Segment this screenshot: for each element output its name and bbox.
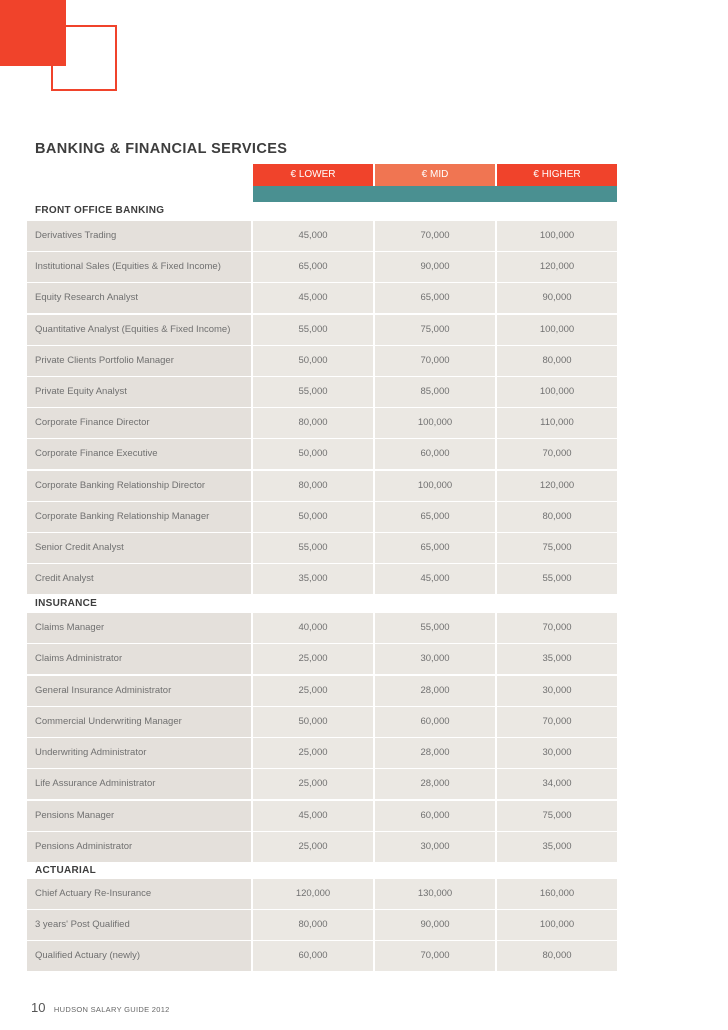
table-row xyxy=(27,377,617,407)
guide-name: HUDSON SALARY GUIDE 2012 xyxy=(53,1005,170,1014)
job-title: Commercial Underwriting Manager xyxy=(27,707,251,737)
lower-salary: 50,000 xyxy=(253,707,373,737)
lower-salary: 45,000 xyxy=(253,221,373,251)
higher-salary: 80,000 xyxy=(497,941,617,971)
table-row xyxy=(27,832,617,862)
higher-salary: 70,000 xyxy=(497,707,617,737)
mid-salary: 65,000 xyxy=(375,502,495,532)
higher-salary: 110,000 xyxy=(497,408,617,438)
mid-salary: 100,000 xyxy=(375,408,495,438)
job-title: Life Assurance Administrator xyxy=(27,769,251,799)
lower-salary: 25,000 xyxy=(253,832,373,862)
mid-salary: 90,000 xyxy=(375,910,495,940)
mid-salary: 90,000 xyxy=(375,252,495,282)
column-header-mid: € MID xyxy=(375,164,495,186)
lower-salary: 40,000 xyxy=(253,613,373,643)
lower-salary: 50,000 xyxy=(253,439,373,469)
mid-salary: 65,000 xyxy=(375,283,495,313)
mid-salary: 60,000 xyxy=(375,439,495,469)
table-row xyxy=(27,644,617,674)
higher-salary: 35,000 xyxy=(497,832,617,862)
higher-salary: 100,000 xyxy=(497,910,617,940)
higher-salary: 30,000 xyxy=(497,676,617,706)
job-title: General Insurance Administrator xyxy=(27,676,251,706)
job-title: Credit Analyst xyxy=(27,564,251,594)
lower-salary: 35,000 xyxy=(253,564,373,594)
higher-salary: 55,000 xyxy=(497,564,617,594)
higher-salary: 35,000 xyxy=(497,644,617,674)
higher-salary: 30,000 xyxy=(497,738,617,768)
higher-salary: 100,000 xyxy=(497,377,617,407)
table-row xyxy=(27,471,617,501)
lower-salary: 55,000 xyxy=(253,377,373,407)
higher-salary: 100,000 xyxy=(497,315,617,345)
higher-salary: 120,000 xyxy=(497,471,617,501)
job-title: Institutional Sales (Equities & Fixed Income) xyxy=(27,252,251,282)
lower-salary: 25,000 xyxy=(253,738,373,768)
mid-salary: 60,000 xyxy=(375,801,495,831)
category-heading: INSURANCE xyxy=(35,598,98,609)
table-row xyxy=(27,801,617,831)
table-row xyxy=(27,283,617,313)
lower-salary: 25,000 xyxy=(253,676,373,706)
lower-salary: 120,000 xyxy=(253,879,373,909)
higher-salary: 100,000 xyxy=(497,221,617,251)
job-title: Private Equity Analyst xyxy=(27,377,251,407)
job-title: Pensions Administrator xyxy=(27,832,251,862)
mid-salary: 70,000 xyxy=(375,346,495,376)
higher-salary: 120,000 xyxy=(497,252,617,282)
job-title: Senior Credit Analyst xyxy=(27,533,251,563)
higher-salary: 80,000 xyxy=(497,346,617,376)
higher-salary: 75,000 xyxy=(497,533,617,563)
job-title: Private Clients Portfolio Manager xyxy=(27,346,251,376)
mid-salary: 70,000 xyxy=(375,221,495,251)
mid-salary: 45,000 xyxy=(375,564,495,594)
table-row xyxy=(27,707,617,737)
page-footer xyxy=(31,999,170,1017)
section-title: BANKING & FINANCIAL SERVICES xyxy=(35,141,288,157)
lower-salary: 45,000 xyxy=(253,801,373,831)
job-title: Corporate Finance Executive xyxy=(27,439,251,469)
table-row xyxy=(27,408,617,438)
mid-salary: 28,000 xyxy=(375,676,495,706)
higher-salary: 70,000 xyxy=(497,439,617,469)
job-title: Underwriting Administrator xyxy=(27,738,251,768)
job-title: Qualified Actuary (newly) xyxy=(27,941,251,971)
higher-salary: 160,000 xyxy=(497,879,617,909)
table-row xyxy=(27,221,617,251)
lower-salary: 50,000 xyxy=(253,502,373,532)
mid-salary: 70,000 xyxy=(375,941,495,971)
mid-salary: 75,000 xyxy=(375,315,495,345)
lower-salary: 65,000 xyxy=(253,252,373,282)
table-row xyxy=(27,613,617,643)
category-heading: FRONT OFFICE BANKING xyxy=(35,205,165,216)
page-number: 10 xyxy=(31,1000,46,1015)
lower-salary: 80,000 xyxy=(253,408,373,438)
mid-salary: 30,000 xyxy=(375,644,495,674)
lower-salary: 55,000 xyxy=(253,533,373,563)
mid-salary: 55,000 xyxy=(375,613,495,643)
table-row xyxy=(27,879,617,909)
table-row xyxy=(27,252,617,282)
table-row xyxy=(27,315,617,345)
job-title: Quantitative Analyst (Equities & Fixed Income) xyxy=(27,315,251,345)
column-header-higher: € HIGHER xyxy=(497,164,617,186)
lower-salary: 45,000 xyxy=(253,283,373,313)
category-heading: ACTUARIAL xyxy=(35,865,97,876)
table-row xyxy=(27,738,617,768)
job-title: Corporate Banking Relationship Director xyxy=(27,471,251,501)
higher-salary: 70,000 xyxy=(497,613,617,643)
mid-salary: 85,000 xyxy=(375,377,495,407)
column-header-lower: € LOWER xyxy=(253,164,373,186)
mid-salary: 60,000 xyxy=(375,707,495,737)
table-row xyxy=(27,769,617,799)
job-title: Corporate Finance Director xyxy=(27,408,251,438)
job-title: Chief Actuary Re-Insurance xyxy=(27,879,251,909)
lower-salary: 80,000 xyxy=(253,471,373,501)
table-row xyxy=(27,533,617,563)
table-row xyxy=(27,346,617,376)
table-row xyxy=(27,439,617,469)
mid-salary: 65,000 xyxy=(375,533,495,563)
mid-salary: 28,000 xyxy=(375,738,495,768)
mid-salary: 100,000 xyxy=(375,471,495,501)
corner-decoration-frame xyxy=(51,25,117,91)
lower-salary: 25,000 xyxy=(253,769,373,799)
lower-salary: 80,000 xyxy=(253,910,373,940)
job-title: 3 years' Post Qualified xyxy=(27,910,251,940)
job-title: Corporate Banking Relationship Manager xyxy=(27,502,251,532)
lower-salary: 50,000 xyxy=(253,346,373,376)
mid-salary: 30,000 xyxy=(375,832,495,862)
higher-salary: 75,000 xyxy=(497,801,617,831)
higher-salary: 80,000 xyxy=(497,502,617,532)
table-row xyxy=(27,502,617,532)
lower-salary: 55,000 xyxy=(253,315,373,345)
header-accent-bar xyxy=(253,186,617,202)
mid-salary: 28,000 xyxy=(375,769,495,799)
job-title: Equity Research Analyst xyxy=(27,283,251,313)
table-row xyxy=(27,676,617,706)
higher-salary: 90,000 xyxy=(497,283,617,313)
job-title: Pensions Manager xyxy=(27,801,251,831)
job-title: Claims Manager xyxy=(27,613,251,643)
higher-salary: 34,000 xyxy=(497,769,617,799)
job-title: Derivatives Trading xyxy=(27,221,251,251)
mid-salary: 130,000 xyxy=(375,879,495,909)
table-row xyxy=(27,941,617,971)
lower-salary: 60,000 xyxy=(253,941,373,971)
table-row xyxy=(27,910,617,940)
lower-salary: 25,000 xyxy=(253,644,373,674)
job-title: Claims Administrator xyxy=(27,644,251,674)
table-row xyxy=(27,564,617,594)
